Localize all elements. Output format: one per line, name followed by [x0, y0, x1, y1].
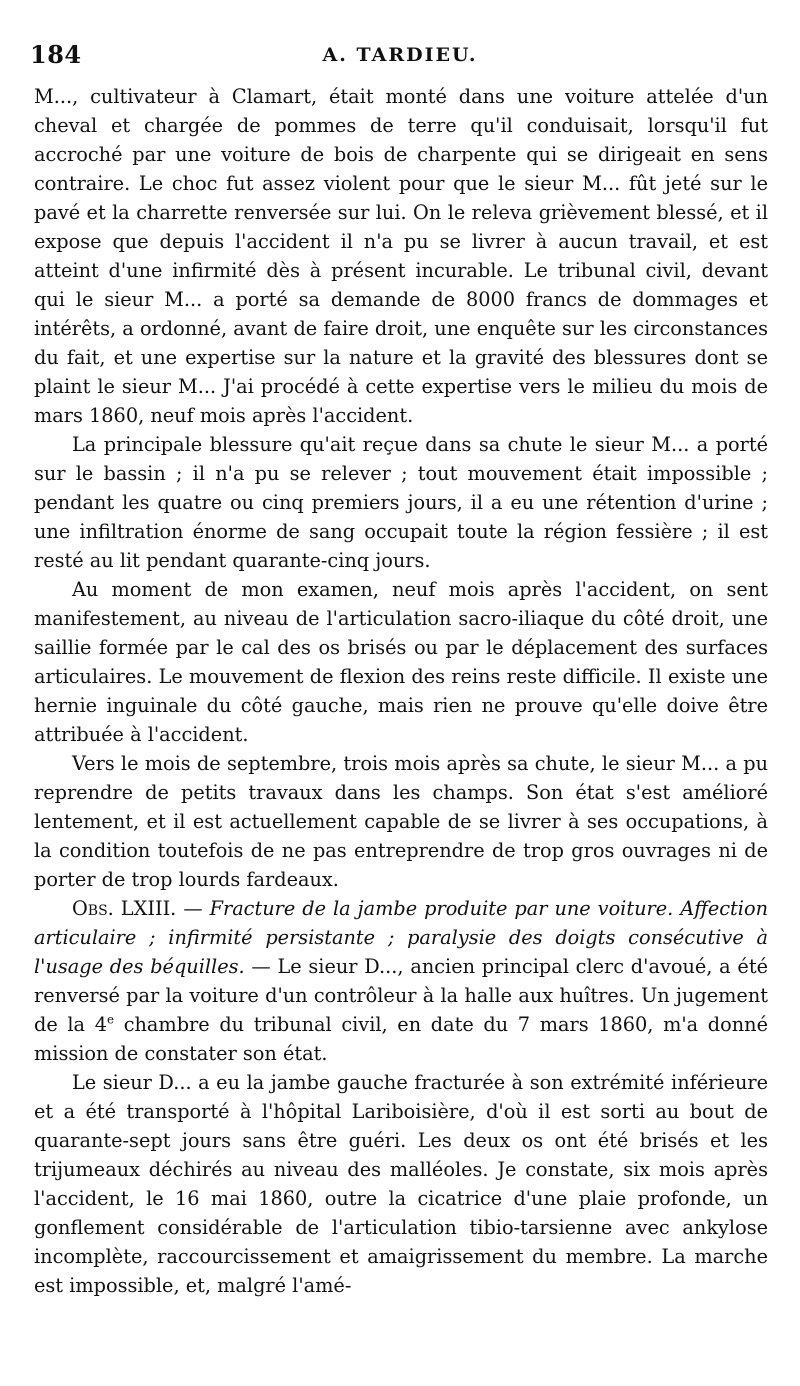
running-head: A. TARDIEU. [322, 44, 478, 66]
observation-number: Obs. LXIII. [72, 897, 177, 920]
page-header [30, 40, 770, 74]
paragraph-principal-wound: La principale blessure qu'ait reçue dans sa chute le sieur M... a porté sur le bassin ; il n'a pu se relever ; tout mouvement était impossible ; pendant les quatre ou cinq premiers jours, il a eu une rétention d'urine ; une infiltration énorme de sang occupait toute la région fessière ; il est resté au lit pendant quarante-cinq jours. [34, 433, 768, 572]
paragraph-fracture-details: Le sieur D... a eu la jambe gauche fracturée à son extrémité inférieure et a été transporté à l'hôpital Lariboisière, d'où il est sorti au bout de quarante-sept jours sans être guéri. Les deux os ont été brisés et les trijumeaux déchirés au niveau des malléoles. Je constate, six mois après l'accident, le 16 mai 1860, outre la cicatrice d'une plaie profonde, un gonflement considérable de l'articulation tibio-tarsienne avec ankylose incomplète, raccourcissement et amaigrissement du membre. La marche est impossible, et, malgré l'amé- [34, 1071, 768, 1297]
observation-title: Fracture de la jambe produite par une voiture. Affection articulaire ; infirmité persistante ; paralysie des doigts consécutive à l'usage des béquilles. [34, 897, 769, 978]
observation-superscript: e [106, 1012, 115, 1027]
paragraph-recovery: Vers le mois de septembre, trois mois après sa chute, le sieur M... a pu reprendre de petits travaux dans les champs. Son état s'est amélioré lentement, et il est actuellement capable de se livrer à ses occupations, à la condition toutefois de ne pas entreprendre de trop gros ouvrages ni de porter de trop lourds fardeaux. [34, 752, 768, 891]
observation-text-end: chambre du tribunal civil, en date du 7 mars 1860, m'a donné mission de constater son état. [34, 1013, 768, 1065]
observation-dash: — [176, 897, 210, 920]
paragraph-continuation: M..., cultivateur à Clamart, était monté dans une voiture attelée d'un cheval et chargée de pommes de terre qu'il conduisait, lorsqu'il fut accroché par une voiture de bois de charpente qui se dirigeait en sens contraire. Le choc fut assez violent pour que le sieur M... fût jeté sur le pavé et la charrette renversée sur lui. On le releva grièvement blessé, et il expose que depuis l'accident il n'a pu se livrer à aucun travail, et est atteint d'une infirmité dès à présent incurable. Le tribunal civil, devant qui le sieur M... a porté sa demande de 8000 francs de dommages et intérêts, a ordonné, avant de faire droit, une enquête sur les circonstances du fait, et une expertise sur la nature et la gravité des blessures dont se plaint le sieur M... J'ai procédé à cette expertise vers le milieu du mois de mars 1860, neuf mois après l'accident. [34, 85, 768, 427]
page-number: 184 [30, 40, 82, 69]
body-text [34, 82, 768, 1300]
observation-paragraph [34, 894, 768, 1068]
paragraph-examination: Au moment de mon examen, neuf mois après l'accident, on sent manifestement, au niveau de l'articulation sacro-iliaque du côté droit, une saillie formée par le cal des os brisés ou par le déplacement des surfaces articulaires. Le mouvement de flexion des reins reste difficile. Il existe une hernie inguinale du côté gauche, mais rien ne prouve qu'elle doive être attribuée à l'accident. [34, 578, 768, 746]
observation-text-start: — Le sieur D..., ancien principal clerc d'avoué, a été renversé par la voiture d'un contrôleur à la halle aux huîtres. Un jugement de la 4 [34, 955, 768, 1036]
